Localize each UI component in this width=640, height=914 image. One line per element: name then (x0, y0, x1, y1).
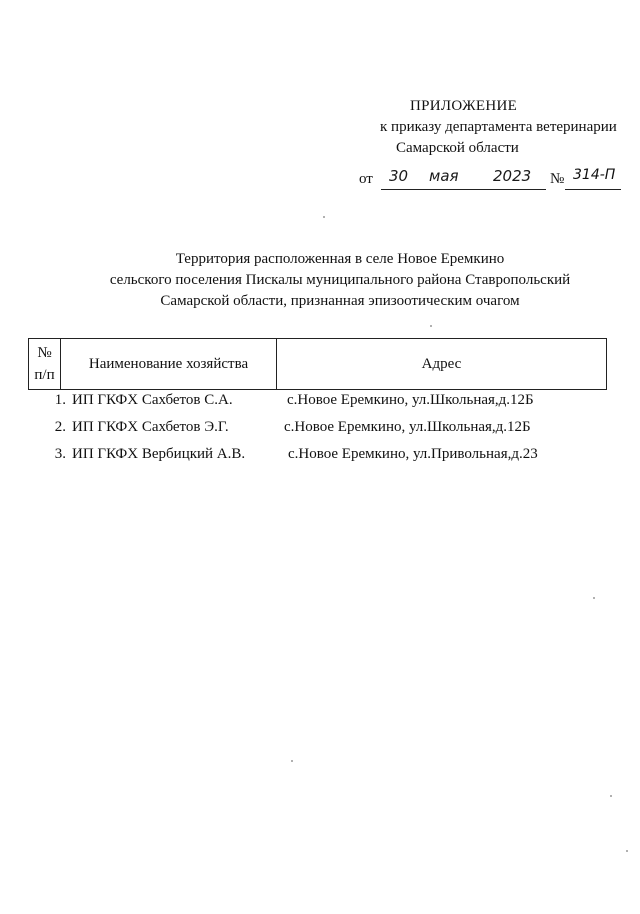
appendix-title: ПРИЛОЖЕНИЕ (410, 98, 518, 114)
column-header-number (29, 339, 61, 390)
column-header-number-sign: № (37, 345, 52, 361)
table-row (0, 419, 640, 441)
scan-speck (593, 597, 595, 599)
order-number-value: 314-П (573, 167, 616, 183)
heading-line: сельского поселения Пискалы муниципального района Ставропольский (109, 272, 571, 288)
column-header-farm-name: Наименование хозяйства (61, 339, 277, 390)
order-date-year: 2023 (493, 167, 532, 185)
order-number-field (565, 167, 621, 190)
row-address: с.Новое Еремкино, ул.Школьная,д.12Б (284, 419, 531, 435)
heading-line: Самарской области, признанная эпизоотическим очагом (160, 293, 520, 309)
table-header (28, 338, 607, 390)
row-index: 1. (54, 392, 66, 408)
table-row (0, 392, 640, 414)
column-header-number-pp: п/п (34, 367, 55, 383)
order-line (359, 167, 629, 193)
document-heading (60, 249, 620, 312)
column-header-address: Адрес (277, 339, 607, 390)
order-date-field (381, 167, 546, 190)
scan-speck (626, 850, 628, 852)
row-index: 3. (54, 446, 66, 462)
scan-speck (430, 325, 432, 327)
appendix-region: Самарской области (396, 140, 519, 156)
row-farm-name: ИП ГКФХ Сахбетов С.А. (72, 392, 233, 408)
row-index: 2. (54, 419, 66, 435)
table-row (0, 446, 640, 468)
row-address: с.Новое Еремкино, ул.Школьная,д.12Б (287, 392, 534, 408)
row-address: с.Новое Еремкино, ул.Привольная,д.23 (288, 446, 538, 462)
scan-speck (610, 795, 612, 797)
appendix-reference: к приказу департамента ветеринарии (380, 119, 617, 135)
scan-speck (291, 760, 293, 762)
order-date-prefix: от (359, 171, 373, 187)
heading-line: Территория расположенная в селе Новое Еремкино (175, 251, 505, 267)
order-date-day: 30 (389, 167, 409, 185)
order-date-month: мая (429, 167, 459, 185)
row-farm-name: ИП ГКФХ Вербицкий А.В. (72, 446, 246, 462)
scan-speck (323, 216, 325, 218)
row-farm-name: ИП ГКФХ Сахбетов Э.Г. (72, 419, 229, 435)
order-number-sign: № (550, 171, 565, 187)
